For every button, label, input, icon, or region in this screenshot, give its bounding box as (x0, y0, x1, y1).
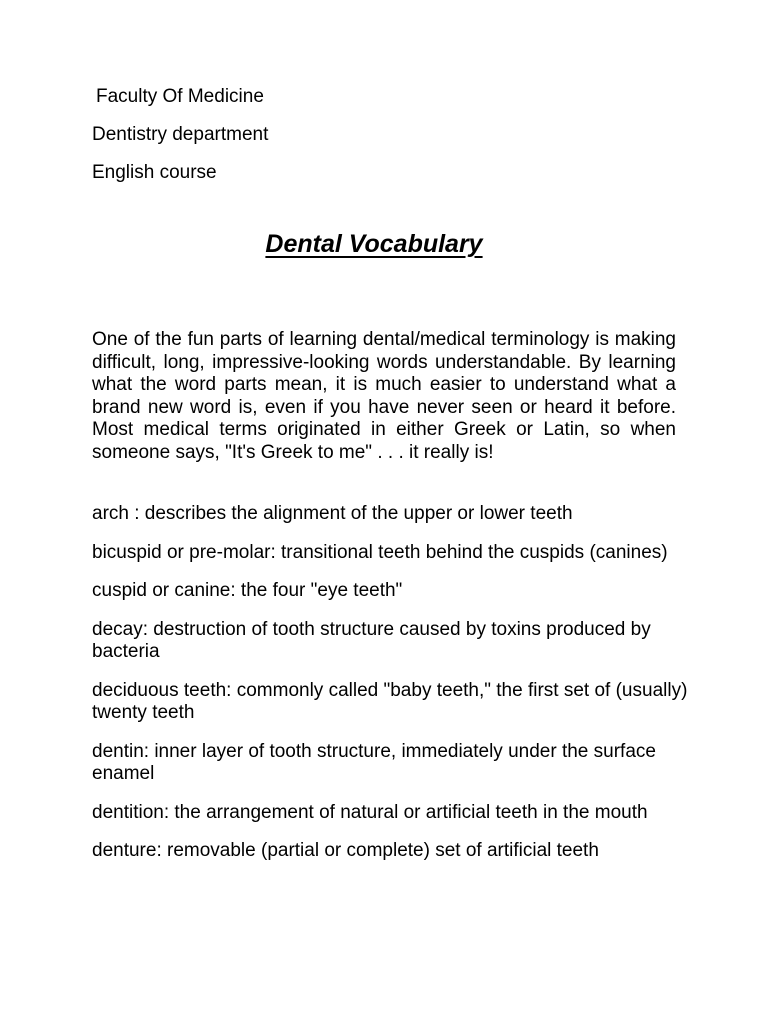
department-line: Dentistry department (92, 124, 269, 145)
vocabulary-term: decay: destruction of tooth structure caused by toxins produced by bacteria (92, 618, 651, 662)
intro-paragraph: One of the fun parts of learning dental/medical terminology is making difficult, long, impressive-looking words understandable. By learning what the word parts mean, it is much easier to understand what a brand new word is, even if you have never seen or heard it before. Most medical terms originated in either Greek or Latin, so when someone says, "It's Greek to me" . . . it really is! (92, 329, 676, 463)
vocabulary-term: dentin: inner layer of tooth structure, immediately under the surface enamel (92, 740, 656, 784)
vocabulary-term: bicuspid or pre-molar: transitional teeth behind the cuspids (canines) (92, 541, 668, 563)
vocabulary-term: arch : describes the alignment of the upper or lower teeth (92, 503, 573, 524)
document-title: Dental Vocabulary (265, 230, 483, 258)
course-line: English course (92, 162, 217, 183)
vocabulary-term: dentition: the arrangement of natural or artificial teeth in the mouth (92, 801, 648, 823)
vocabulary-term: cuspid or canine: the four "eye teeth" (92, 580, 403, 601)
vocabulary-term: denture: removable (partial or complete) set of artificial teeth (92, 840, 599, 861)
vocabulary-term: deciduous teeth: commonly called "baby teeth," the first set of (usually) twenty teeth (92, 679, 688, 723)
vocabulary-list (92, 503, 692, 879)
faculty-line: Faculty Of Medicine (96, 86, 264, 107)
